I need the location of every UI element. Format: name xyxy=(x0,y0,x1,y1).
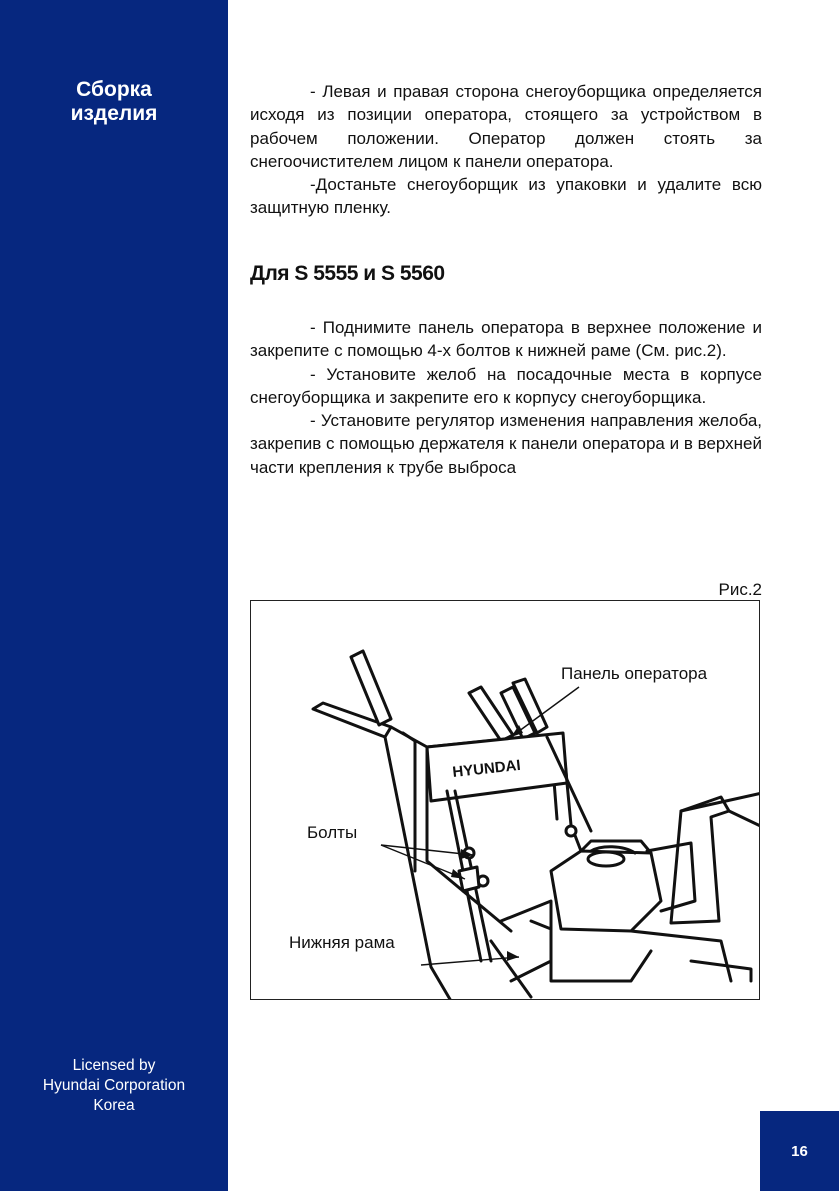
arrow-frame xyxy=(507,951,519,961)
intro-block xyxy=(250,80,762,220)
page-number: 16 xyxy=(760,1111,839,1191)
license-note xyxy=(0,1056,228,1116)
figure-2 xyxy=(250,600,760,1000)
section-title-line2: изделия xyxy=(70,102,158,125)
model-heading: Для S 5555 и S 5560 xyxy=(250,262,445,285)
sidebar xyxy=(0,0,228,1191)
figure-label: Рис.2 xyxy=(718,580,762,599)
intro-paragraph-2: -Достаньте снегоуборщик из упаковки и удалите всю защитную пленку. xyxy=(250,175,762,218)
callout-lower-frame: Нижняя рама xyxy=(289,933,395,952)
section-title xyxy=(20,78,208,126)
intro-paragraph-1: - Левая и правая сторона снегоуборщика определяется исходя из позиции оператора, стоящего за устройством в рабочем положении. Оператор должен стоять за снегоочистителем лицом к панели оператора. xyxy=(250,82,762,171)
steps-block xyxy=(250,316,762,479)
license-line1: Licensed by xyxy=(72,1057,156,1074)
license-line3: Korea xyxy=(93,1097,135,1114)
license-line2: Hyundai Corporation xyxy=(42,1077,186,1094)
step-3: - Установите регулятор изменения направления желоба, закрепив с помощью держателя к панели оператора и в верхней части крепления к трубе выброса xyxy=(250,411,762,477)
callout-operator-panel: Панель оператора xyxy=(561,664,708,683)
step-1: - Поднимите панель оператора в верхнее положение и закрепите с помощью 4-х болтов к нижней раме (См. рис.2). xyxy=(250,318,762,361)
brand-logo-text: HYUNDAI xyxy=(451,756,522,781)
section-title-line1: Сборка xyxy=(76,78,152,101)
callout-bolts: Болты xyxy=(307,823,358,842)
step-2: - Установите желоб на посадочные места в корпусе снегоуборщика и закрепите его к корпусу снегоуборщика. xyxy=(250,364,762,407)
